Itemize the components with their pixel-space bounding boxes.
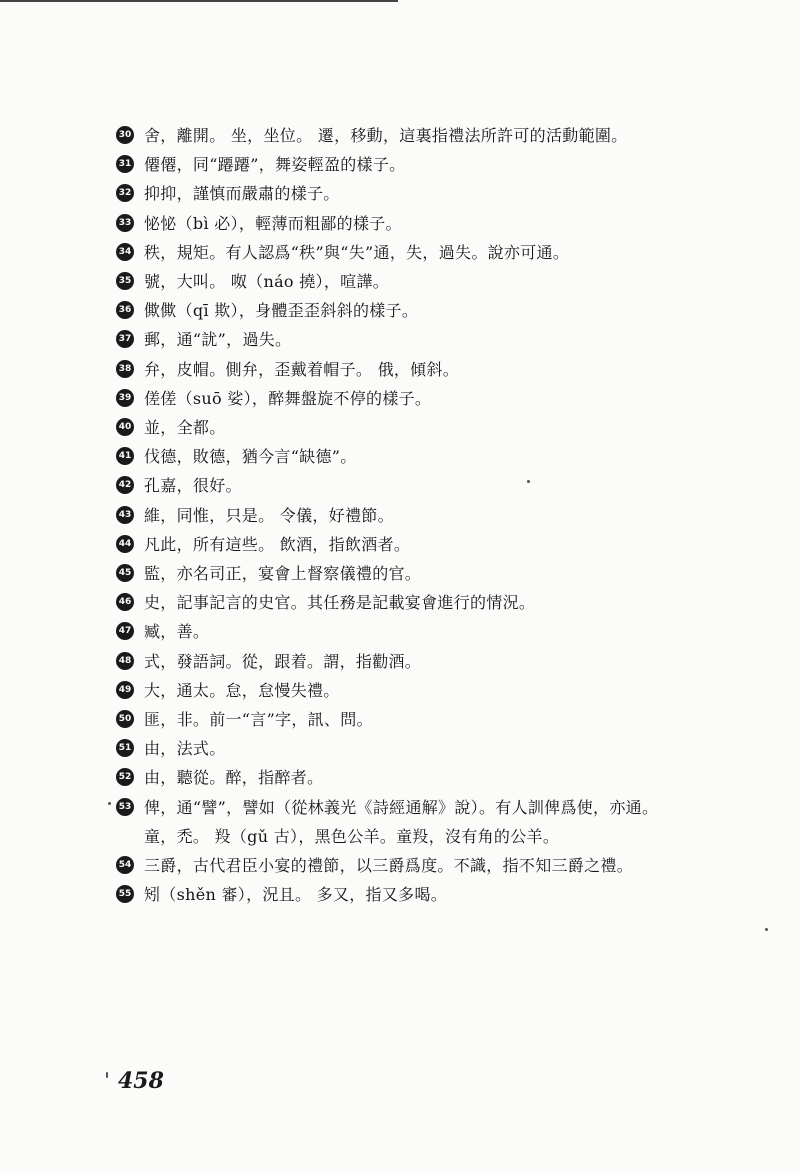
annotation-text (144, 530, 676, 559)
annotation-number: 36 (116, 301, 134, 319)
annotation-54 (116, 851, 676, 880)
annotation-line: 並，全都。 (144, 418, 226, 438)
annotation-text (144, 179, 676, 208)
annotation-39 (116, 384, 676, 413)
annotation-32 (116, 179, 676, 208)
annotation-number: 41 (116, 447, 134, 465)
annotation-continuation: 童，禿。 羖（gǔ 古），黑色公羊。童羖，沒有角的公羊。 (144, 826, 560, 846)
annotation-number: 34 (116, 243, 134, 261)
annotation-number: 50 (116, 710, 134, 728)
annotation-41 (116, 442, 676, 471)
annotation-49 (116, 676, 676, 705)
annotation-55 (116, 880, 676, 909)
annotation-line: 三爵，古代君臣小宴的禮節，以三爵爲度。不識，指不知三爵之禮。 (144, 856, 634, 876)
annotation-line: 大，通太。怠，怠慢失禮。 (144, 680, 340, 700)
annotation-number: 39 (116, 389, 134, 407)
ink-speck (527, 480, 530, 483)
annotation-line: 舍，離開。 坐，坐位。 遷，移動，這裏指禮法所許可的活動範圍。 (144, 126, 628, 145)
annotation-text (144, 851, 676, 880)
annotation-line: 弁，皮帽。側弁，歪戴着帽子。 俄，傾斜。 (144, 359, 460, 379)
annotation-51 (116, 734, 676, 763)
annotation-text (144, 501, 676, 530)
annotation-text (144, 296, 676, 325)
annotation-line: 僛僛（qī 欺），身體歪歪斜斜的樣子。 (144, 301, 419, 321)
annotation-number: 35 (116, 272, 134, 290)
annotation-line: 由，法式。 (144, 739, 226, 759)
annotation-text (144, 325, 676, 354)
annotation-text (144, 705, 676, 734)
annotation-47 (116, 617, 676, 646)
annotation-line: 怭怭（bì 必），輕薄而粗鄙的樣子。 (144, 213, 402, 233)
annotation-text (144, 267, 676, 296)
annotation-text (144, 734, 676, 763)
annotation-text (144, 588, 676, 617)
annotation-line: 由，聽從。醉，指醉者。 (144, 768, 324, 788)
annotation-number: 38 (116, 360, 134, 378)
annotation-line: 秩，規矩。有人認爲“秩”與“失”通，失，過失。說亦可通。 (144, 242, 570, 262)
annotation-number: 31 (116, 155, 134, 173)
annotation-line: 維，同惟，只是。 令儀，好禮節。 (144, 505, 394, 525)
annotation-text (144, 384, 676, 413)
annotation-line: 匪，非。前一“言”字，訊、問。 (144, 710, 373, 730)
annotation-35 (116, 267, 676, 296)
annotation-number: 52 (116, 768, 134, 786)
annotation-number: 49 (116, 681, 134, 699)
annotation-text (144, 763, 676, 792)
annotation-text (144, 121, 676, 150)
annotation-line: 孔嘉，很好。 (144, 476, 242, 496)
annotation-text (144, 471, 676, 500)
annotation-line: 俾，通“譬”，譬如（從林義光《詩經通解》說）。有人訓俾爲使，亦通。 (144, 797, 659, 817)
annotation-38 (116, 355, 676, 384)
annotation-line: 矧（shěn 審），況且。 多又，指又多喝。 (144, 885, 448, 905)
annotation-list (116, 121, 676, 909)
page-number: 458 (118, 1068, 164, 1094)
annotation-line: 凡此，所有這些。 飲酒，指飲酒者。 (144, 534, 411, 554)
annotation-33 (116, 209, 676, 238)
annotation-line: 抑抑，謹慎而嚴肅的樣子。 (144, 184, 340, 204)
annotation-line: 臧，善。 (144, 622, 210, 642)
annotation-40 (116, 413, 676, 442)
annotation-text (144, 238, 676, 267)
annotation-50 (116, 705, 676, 734)
annotation-number: 40 (116, 418, 134, 436)
annotation-text (144, 559, 676, 588)
annotation-number: 30 (116, 126, 134, 144)
top-rule (0, 0, 398, 2)
annotation-line: 號，大叫。 呶（náo 撓），喧譁。 (144, 272, 390, 292)
annotation-number: 55 (116, 885, 134, 903)
annotation-text (144, 150, 676, 179)
ink-speck (765, 928, 768, 931)
annotation-44 (116, 530, 676, 559)
ink-speck (106, 1072, 108, 1078)
annotation-number: 42 (116, 476, 134, 494)
annotation-text (144, 676, 676, 705)
annotation-45 (116, 559, 676, 588)
annotation-31 (116, 150, 676, 179)
annotation-text (144, 355, 676, 384)
annotation-30 (116, 121, 676, 150)
annotation-number: 43 (116, 506, 134, 524)
annotation-line: 伐德，敗德，猶今言“缺德”。 (144, 447, 357, 467)
annotation-number: 37 (116, 330, 134, 348)
annotation-line: 僊僊，同“蹮蹮”，舞姿輕盈的樣子。 (144, 155, 406, 175)
annotation-42 (116, 471, 676, 500)
annotation-number: 33 (116, 214, 134, 232)
annotation-37 (116, 325, 676, 354)
annotation-number: 46 (116, 593, 134, 611)
annotation-line: 史，記事記言的史官。其任務是記載宴會進行的情況。 (144, 593, 536, 613)
annotation-34 (116, 238, 676, 267)
annotation-line: 監，亦名司正，宴會上督察儀禮的官。 (144, 564, 422, 584)
annotation-text (144, 413, 676, 442)
annotation-number: 45 (116, 564, 134, 582)
annotation-36 (116, 296, 676, 325)
annotation-text (144, 793, 676, 851)
annotation-text (144, 617, 676, 646)
annotation-number: 47 (116, 622, 134, 640)
annotation-number: 53 (116, 798, 134, 816)
annotation-number: 32 (116, 184, 134, 202)
annotation-53 (116, 793, 676, 851)
annotation-43 (116, 501, 676, 530)
annotation-line: 郵，通“訧”，過失。 (144, 330, 292, 350)
annotation-text (144, 647, 676, 676)
annotation-number: 44 (116, 535, 134, 553)
annotation-line: 傞傞（suō 娑），醉舞盤旋不停的樣子。 (144, 388, 432, 408)
ink-speck (108, 802, 111, 805)
annotation-number: 54 (116, 856, 134, 874)
annotation-number: 48 (116, 652, 134, 670)
annotation-line: 式，發語詞。從，跟着。謂，指勸酒。 (144, 651, 422, 671)
annotation-number: 51 (116, 739, 134, 757)
annotation-52 (116, 763, 676, 792)
annotation-text (144, 442, 676, 471)
annotation-text (144, 880, 676, 909)
annotation-48 (116, 647, 676, 676)
annotation-46 (116, 588, 676, 617)
annotation-text (144, 209, 676, 238)
